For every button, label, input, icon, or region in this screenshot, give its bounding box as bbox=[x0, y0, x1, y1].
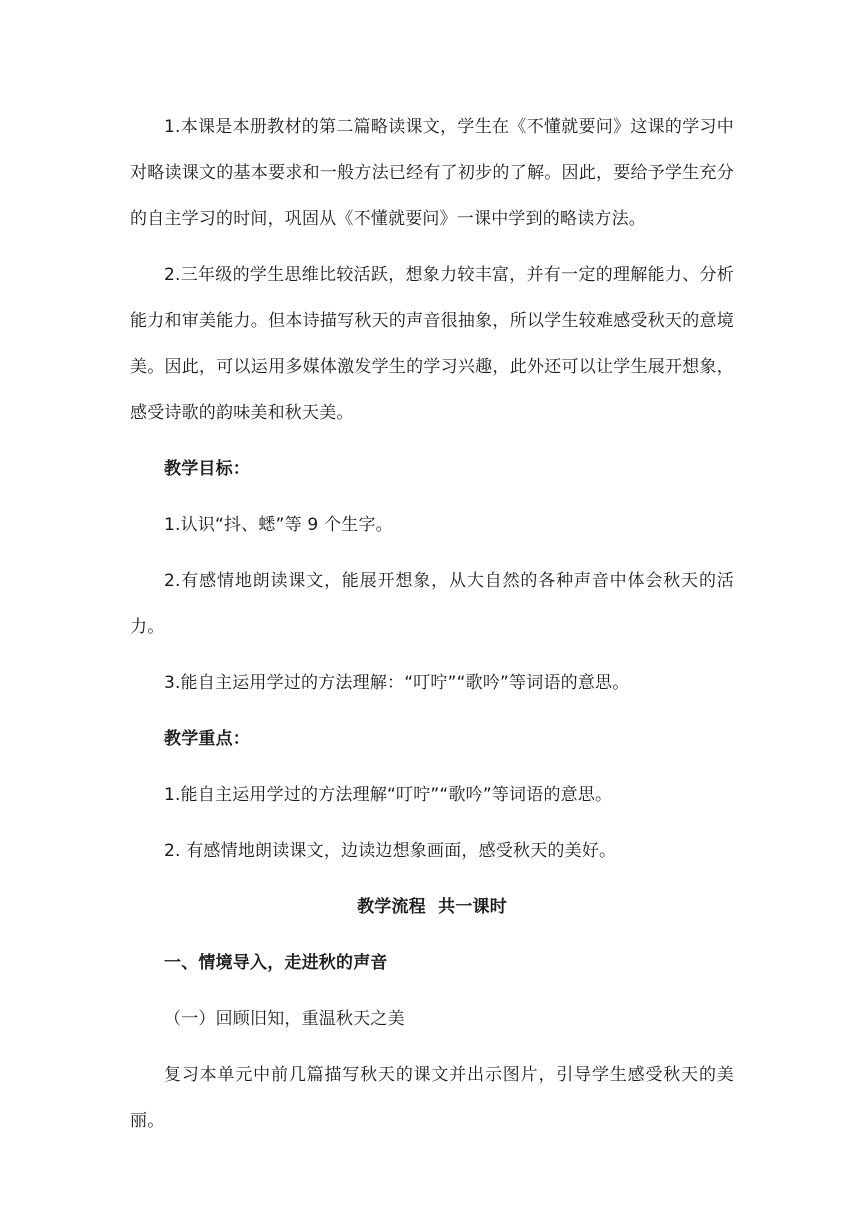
objective-item-1: 1.认识“抖、蟋”等 9 个生字。 bbox=[164, 515, 393, 535]
key-point-item-2: 2. 有感情地朗读课文，边读边想象画面，感受秋天的美好。 bbox=[164, 841, 617, 861]
document-page bbox=[130, 104, 734, 1144]
subsection-1-text: 复习本单元中前几篇描写秋天的课文并出示图片，引导学生感受秋天的美丽。 bbox=[130, 1065, 734, 1131]
objective-item-2: 2.有感情地朗读课文，能展开想象，从大自然的各种声音中体会秋天的活力。 bbox=[130, 571, 734, 637]
flow-title: 教学流程 共一课时 bbox=[357, 897, 507, 917]
key-points-heading: 教学重点： bbox=[164, 729, 250, 749]
intro-paragraph-1: 1.本课是本册教材的第二篇略读课文，学生在《不懂就要问》这课的学习中对略读课文的基本要求和一般方法已经有了初步的了解。因此，要给予学生充分的自主学习的时间，巩固从《不懂就要问》一课中学到的略读方法。 bbox=[130, 117, 734, 229]
section-1-heading: 一、情境导入，走进秋的声音 bbox=[164, 953, 388, 973]
intro-paragraph-2: 2.三年级的学生思维比较活跃，想象力较丰富，并有一定的理解能力、分析能力和审美能力。但本诗描写秋天的声音很抽象，所以学生较难感受秋天的意境美。因此，可以运用多媒体激发学生的学习兴趣，此外还可以让学生展开想象，感受诗歌的韵味美和秋天美。 bbox=[130, 265, 734, 423]
objective-item-3: 3.能自主运用学过的方法理解：“叮咛”“歌吟”等词语的意思。 bbox=[164, 673, 630, 693]
objectives-heading: 教学目标： bbox=[164, 459, 250, 479]
key-point-item-1: 1.能自主运用学过的方法理解“叮咛”“歌吟”等词语的意思。 bbox=[164, 785, 613, 805]
subsection-1-heading: （一）回顾旧知，重温秋天之美 bbox=[164, 1009, 405, 1029]
